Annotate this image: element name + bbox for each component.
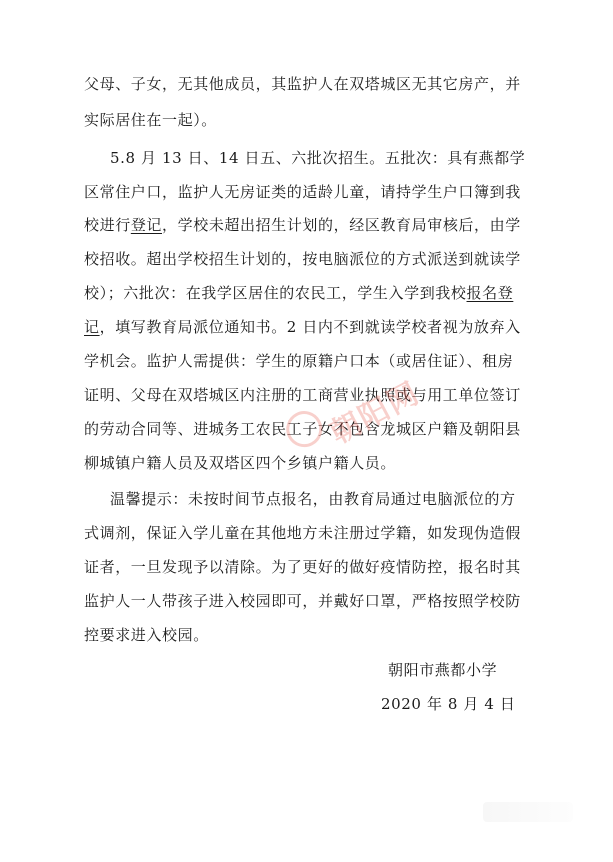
p5-line-4: 校招收。超出学校招生计划的，按电脑派位的方式派送到就读学 xyxy=(84,250,521,268)
signature-school: 朝阳市燕都小学 xyxy=(388,661,498,679)
corner-watermark xyxy=(483,802,573,822)
p5-line-5 xyxy=(84,283,544,303)
p5-line-2: 区常住户口，监护人无房证类的适龄儿童，请持学生户口簿到我 xyxy=(84,183,521,201)
text-line-2: 实际居住在一起）。 xyxy=(84,111,217,129)
reminder-line-1: 温馨提示：未按时间节点报名，由教育局通过电脑派位的方 xyxy=(110,490,516,508)
p5-line-6 xyxy=(84,317,544,337)
reminder-line-4: 监护人一人带孩子进入校园即可，并戴好口罩，严格按照学校防 xyxy=(84,592,521,610)
signature-date: 2020 年 8 月 4 日 xyxy=(381,695,516,713)
underlined-signup-text: 报名登 xyxy=(466,284,514,302)
reminder-line-3: 证者，一旦发现予以清除。为了更好的做好疫情防控，报名时其 xyxy=(84,558,521,576)
p5-line-5-before: 校）；六批次：在我学区居住的农民工，学生入学到我校 xyxy=(84,284,467,302)
p5-line-8: 证明、父母在双塔城区内注册的工商营业执照或与用工单位签订 xyxy=(84,386,521,404)
watermark-text: 朝阳网 xyxy=(324,375,426,452)
p5-line-6-after: ，填写教育局派位通知书。2 日内不到就读学校者视为放弃入 xyxy=(99,318,521,336)
p5-line-9: 的劳动合同等、进城务工农民工子女不包含龙城区户籍及朝阳县 xyxy=(84,420,521,438)
reminder-line-2: 式调剂，保证入学儿童在其他地方未注册过学籍，如发现伪造假 xyxy=(84,524,521,542)
p5-line-1: 5.8 月 13 日、14 日五、六批次招生。五批次：具有燕都学 xyxy=(110,149,526,167)
underlined-signup-text-end: 记 xyxy=(84,318,100,336)
text-line-1: 父母、子女，无其他成员，其监护人在双塔城区无其它房产，并 xyxy=(84,75,521,93)
reminder-line-5: 控要求进入校园。 xyxy=(84,626,209,644)
news-watermark xyxy=(262,308,478,511)
p5-line-7: 学机会。监护人需提供：学生的原籍户口本（或居住证）、租房 xyxy=(84,352,514,370)
p5-line-10: 柳城镇户籍人员及双塔区四个乡镇户籍人员。 xyxy=(84,454,397,472)
p5-line-3-before: 校进行 xyxy=(84,216,131,234)
underlined-register-text: 登记 xyxy=(130,216,163,234)
p5-line-3-after: ，学校未超出招生计划的，经区教育局审核后，由学 xyxy=(162,216,521,234)
p5-line-3 xyxy=(84,215,544,235)
